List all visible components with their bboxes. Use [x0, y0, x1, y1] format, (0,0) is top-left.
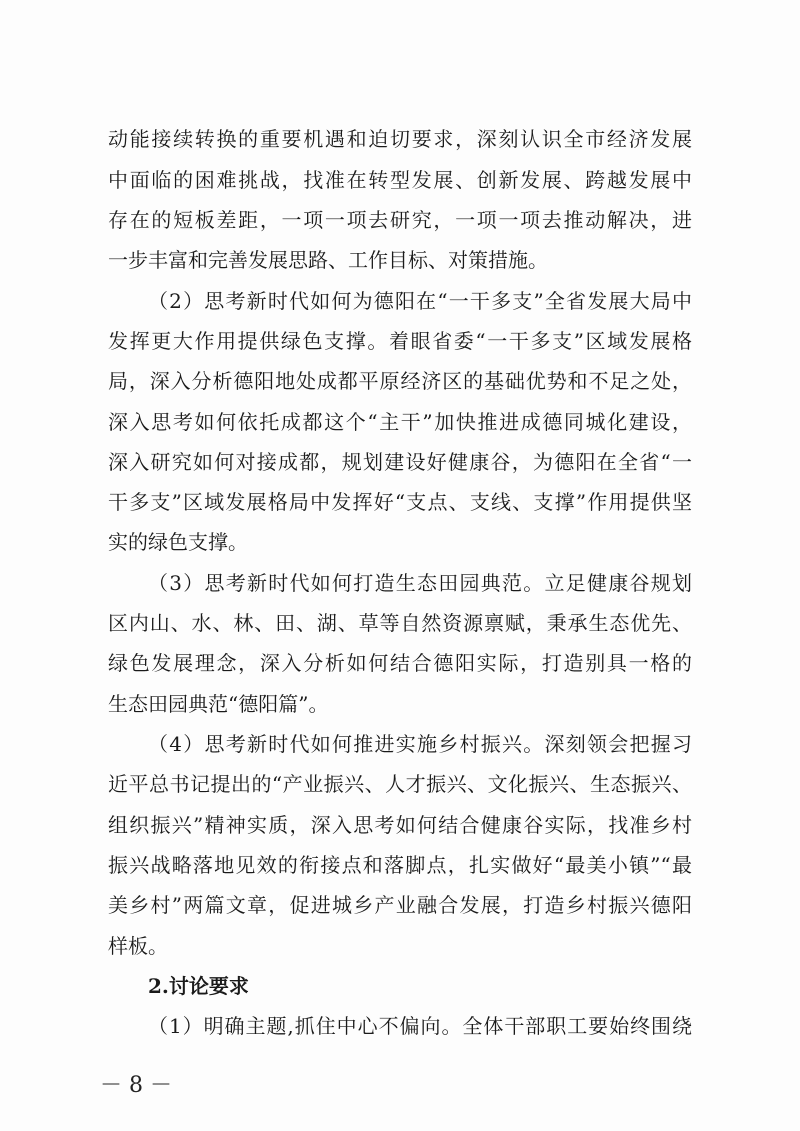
body-text-line: 美乡村”两篇文章，促进城乡产业融合发展，打造乡村振兴德阳: [108, 893, 692, 917]
paragraph-2-first-line: （2）思考新时代如何为德阳在“一干多支”全省发展大局中: [148, 289, 692, 313]
body-text-line: 局，深入分析德阳地处成都平原经济区的基础优势和不足之处，: [108, 369, 692, 393]
body-text-line: 区内山、水、林、田、湖、草等自然资源禀赋，秉承生态优先、: [108, 611, 692, 635]
page-number: － 8 －: [100, 1073, 172, 1098]
body-text-line: 样板。: [108, 934, 168, 958]
body-text-line: 实的绿色支撑。: [108, 530, 248, 554]
body-text-line: 中面临的困难挑战，找准在转型发展、创新发展、跨越发展中: [108, 168, 692, 192]
paragraph-requirement-1: （1）明确主题,抓住中心不偏向。全体干部职工要始终围绕: [148, 1014, 692, 1038]
paragraph-4-first-line: （4）思考新时代如何推进实施乡村振兴。深刻领会把握习: [148, 732, 692, 756]
body-text-line: 动能接续转换的重要机遇和迫切要求，深刻认识全市经济发展: [108, 127, 692, 151]
body-text-line: 振兴战略落地见效的衔接点和落脚点，扎实做好“最美小镇”“最: [108, 853, 692, 877]
paragraph-3-first-line: （3）思考新时代如何打造生态田园典范。立足健康谷规划: [148, 571, 692, 595]
body-text-line: 干多支”区域发展格局中发挥好“支点、支线、支撑”作用提供坚: [108, 490, 692, 514]
section-heading: 2.讨论要求: [148, 974, 249, 998]
body-text-line: 一步丰富和完善发展思路、工作目标、对策措施。: [108, 248, 548, 272]
body-text-line: 存在的短板差距，一项一项去研究，一项一项去推动解决，进: [108, 208, 692, 232]
body-text-line: 深入思考如何依托成都这个“主干”加快推进成德同城化建设，: [108, 410, 692, 434]
body-text-line: 组织振兴”精神实质，深入思考如何结合健康谷实际，找准乡村: [108, 813, 692, 837]
body-text-line: 发挥更大作用提供绿色支撑。着眼省委“一干多支”区域发展格: [108, 329, 692, 353]
body-text-line: 深入研究如何对接成都，规划建设好健康谷，为德阳在全省“一: [108, 450, 692, 474]
body-text-line: 近平总书记提出的“产业振兴、人才振兴、文化振兴、生态振兴、: [108, 772, 692, 796]
body-text-line: 绿色发展理念，深入分析如何结合德阳实际，打造别具一格的: [108, 651, 692, 675]
body-text-line: 生态田园典范“德阳篇”。: [108, 692, 329, 716]
